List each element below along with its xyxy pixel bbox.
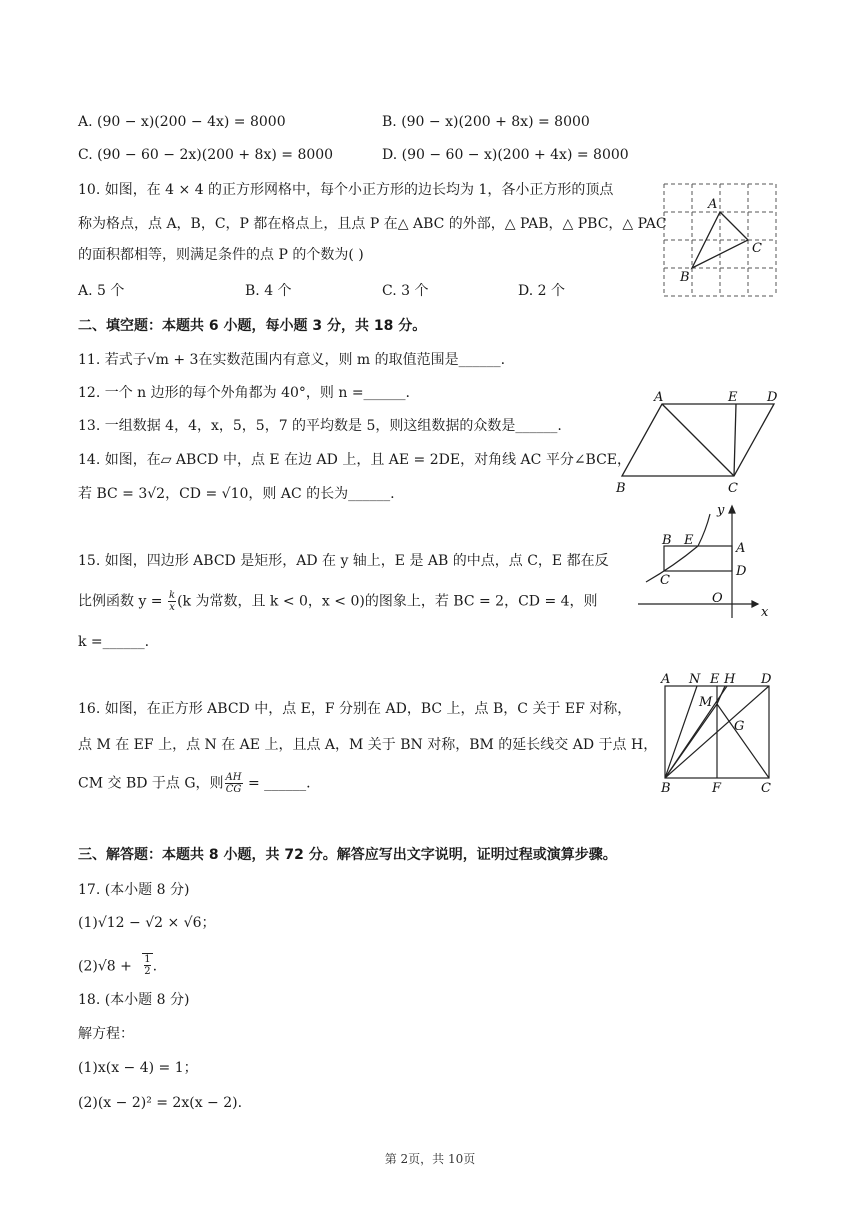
q16-label-a: A <box>661 672 671 687</box>
q16-label-b: B <box>661 781 671 795</box>
q9-option-b: B. (90 − x)(200 + 8x) = 8000 <box>382 114 590 130</box>
q15-coordinate-figure <box>634 500 774 622</box>
q15-frac-den: x <box>169 602 175 613</box>
q9-option-a: A. (90 − x)(200 − 4x) = 8000 <box>78 114 286 130</box>
q18-intro: 解方程： <box>78 1026 134 1042</box>
q13-text: 13. 一组数据 4，4，x，5，5，7 的平均数是 5，则这组数据的众数是______. <box>78 418 562 434</box>
q14-label-a: A <box>654 390 664 405</box>
q16-label-m: M <box>699 695 713 710</box>
q16-label-f: F <box>712 781 722 795</box>
q16-line1: 16. 如图，在正方形 ABCD 中，点 E，F 分别在 AD，BC 上，点 B，C 关于 EF 对称， <box>78 701 632 717</box>
q16-line2: 点 M 在 EF 上，点 N 在 AE 上，且点 A，M 关于 BN 对称，BM 的延长线交 AD 于点 H， <box>78 737 658 753</box>
section2-heading: 二、填空题：本题共 6 小题，每小题 3 分，共 18 分。 <box>78 318 427 334</box>
q16-line3 <box>78 772 311 795</box>
q18-part2: (2)(x − 2)² = 2x(x − 2). <box>78 1095 243 1111</box>
q15-line2 <box>78 590 598 613</box>
q15-line1: 15. 如图，四边形 ABCD 是矩形，AD 在 y 轴上，E 是 AB 的中点，点 C，E 都在反 <box>78 553 609 569</box>
q15-label-y: y <box>717 503 725 518</box>
q10-grid-figure <box>660 180 782 302</box>
q15-label-o: O <box>712 591 723 606</box>
q14-label-e: E <box>728 390 738 405</box>
q10-label-b: B <box>680 270 690 285</box>
q17-title: 17. (本小题 8 分) <box>78 882 190 898</box>
q17-sqrt-fraction <box>142 953 152 980</box>
q16-fraction <box>225 772 243 795</box>
q15-line3: k =______. <box>78 634 150 650</box>
q16-line3-prefix: CM 交 BD 于点 G，则 <box>78 775 224 792</box>
q14-parallelogram-figure <box>612 388 787 498</box>
q15-label-b: B <box>662 533 672 548</box>
q16-label-g: G <box>734 719 745 734</box>
q16-frac-den: CG <box>225 784 242 795</box>
q9-option-c: C. (90 − 60 − 2x)(200 + 8x) = 8000 <box>78 147 334 163</box>
q15-line2-prefix: 比例函数 y = <box>78 593 167 610</box>
q15-label-d: D <box>736 564 747 579</box>
page-footer: 第 2页，共 10页 <box>384 1152 476 1166</box>
q15-line2-suffix: (k 为常数，且 k < 0，x < 0)的图象上，若 BC = 2，CD = 4，则 <box>177 593 598 610</box>
q10-line3: 的面积都相等，则满足条件的点 P 的个数为( ) <box>78 247 364 263</box>
q18-title: 18. (本小题 8 分) <box>78 992 190 1008</box>
q17-part2 <box>78 953 157 980</box>
q10-line2: 称为格点，点 A，B，C，P 都在格点上，且点 P 在△ ABC 的外部，△ PAB，△ PBC，△ PAC <box>78 216 667 232</box>
q10-line1: 10. 如图，在 4 × 4 的正方形网格中，每个小正方形的边长均为 1，各小正方形的顶点 <box>78 182 614 198</box>
q17-frac-den: 2 <box>144 966 151 977</box>
q17-part2-suffix: . <box>152 958 158 975</box>
q15-frac-num: k <box>169 590 176 601</box>
q12-text: 12. 一个 n 边形的每个外角都为 40°，则 n =______. <box>78 385 410 401</box>
q17-part2-prefix: (2)√8 + <box>78 958 137 975</box>
q9-option-d: D. (90 − 60 − x)(200 + 4x) = 8000 <box>382 147 629 163</box>
q14-label-d: D <box>767 390 778 405</box>
q16-label-n: N <box>689 672 701 687</box>
q10-option-a: A. 5 个 <box>78 283 125 299</box>
q16-label-c: C <box>761 781 771 795</box>
q15-fraction <box>168 590 176 613</box>
q17-frac-num: 1 <box>144 954 151 965</box>
q16-frac-num: AH <box>225 772 242 783</box>
section3-heading: 三、解答题：本题共 8 小题，共 72 分。解答应写出文字说明，证明过程或演算步骤。 <box>78 847 617 863</box>
q10-option-b: B. 4 个 <box>245 283 292 299</box>
q17-part1: (1)√12 − √2 × √6； <box>78 915 216 931</box>
q16-line3-suffix: = ______. <box>243 775 311 792</box>
q10-option-c: C. 3 个 <box>382 283 429 299</box>
q16-square-figure <box>655 670 780 795</box>
q14-label-c: C <box>728 481 738 496</box>
q18-part1: (1)x(x − 4) = 1； <box>78 1060 198 1076</box>
q15-label-c: C <box>660 573 670 588</box>
q10-option-d: D. 2 个 <box>518 283 565 299</box>
q10-label-a: A <box>708 197 718 212</box>
q10-label-c: C <box>752 241 762 256</box>
q15-label-a: A <box>736 541 746 556</box>
q16-label-d: D <box>761 672 772 687</box>
q11-text: 11. 若式子√m + 3在实数范围内有意义，则 m 的取值范围是______. <box>78 352 506 368</box>
q14-line2: 若 BC = 3√2，CD = √10，则 AC 的长为______. <box>78 486 395 502</box>
q15-label-e: E <box>684 533 694 548</box>
q14-line1: 14. 如图，在▱ ABCD 中，点 E 在边 AD 上，且 AE = 2DE，对角线 AC 平分∠BCE， <box>78 452 632 468</box>
q16-label-h: H <box>724 672 736 687</box>
q16-label-e: E <box>710 672 720 687</box>
q15-label-x: x <box>761 605 769 620</box>
q14-label-b: B <box>616 481 626 496</box>
